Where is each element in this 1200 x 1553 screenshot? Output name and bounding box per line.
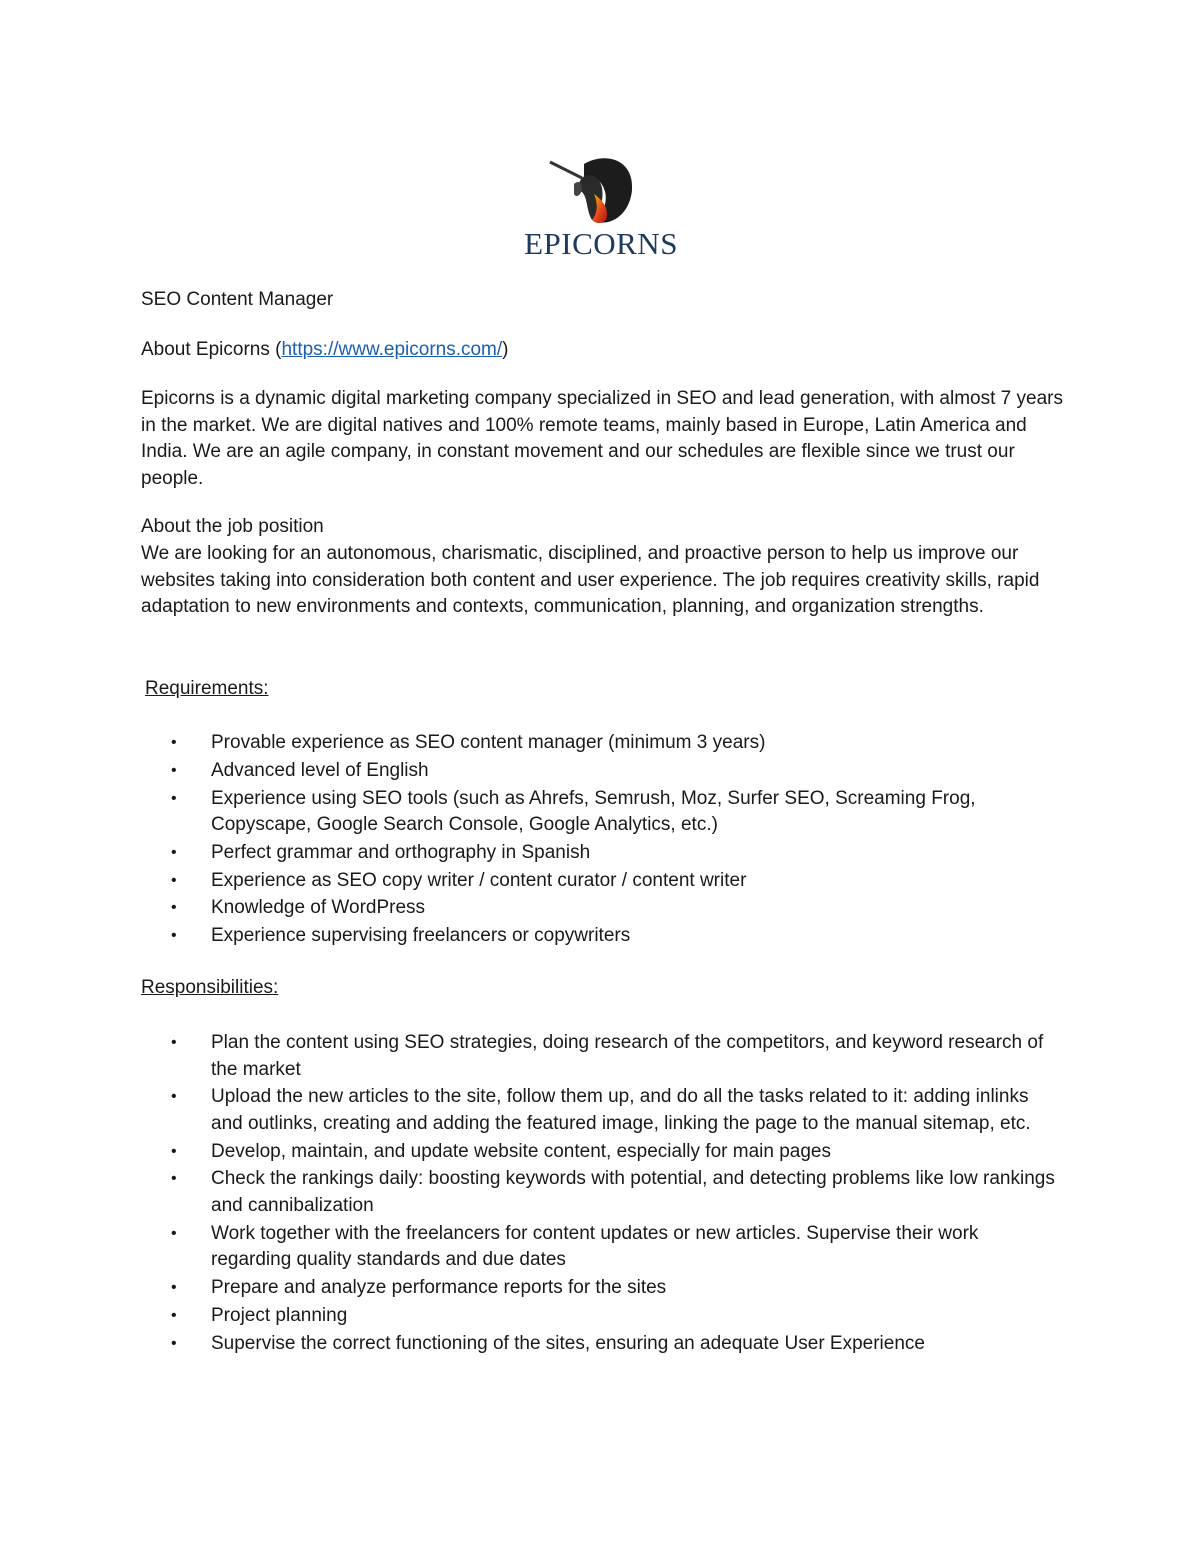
bullet-icon: • xyxy=(171,1142,177,1160)
list-item-text: Project planning xyxy=(211,1304,348,1326)
list-item xyxy=(171,868,1061,895)
list-item xyxy=(171,1275,1061,1302)
responsibilities-heading: Responsibilities: xyxy=(141,977,279,998)
list-item-text: Prepare and analyze performance reports for the sites xyxy=(211,1276,667,1298)
bullet-icon: • xyxy=(171,1034,177,1051)
job-position-paragraph: We are looking for an autonomous, charismatic, disciplined, and proactive person to help us improve our websites taking into consideration both content and user experience. The job requires creativity skills, rapid adaptation to new environments and contexts, communication, planning, and organization strengths. xyxy=(141,543,1040,617)
about-suffix: ) xyxy=(502,339,509,360)
company-website-link[interactable]: https://www.epicorns.com/ xyxy=(281,339,503,360)
list-item xyxy=(171,895,1061,922)
list-item-text: Experience as SEO copy writer / content curator / content writer xyxy=(211,869,747,891)
requirements-heading: Requirements: xyxy=(145,678,269,699)
about-prefix: About Epicorns ( xyxy=(141,339,282,360)
bullet-icon: • xyxy=(171,1334,177,1352)
list-item xyxy=(171,923,1061,950)
list-item-text: Knowledge of WordPress xyxy=(211,897,426,919)
bullet-icon: • xyxy=(171,1306,177,1324)
list-item-text: Plan the content using SEO strategies, doing research of the competitors, and keyword research of the market xyxy=(211,1032,1044,1080)
bullet-icon: • xyxy=(171,899,177,917)
list-item-text: Perfect grammar and orthography in Spanish xyxy=(211,841,591,863)
bullet-icon: • xyxy=(171,1170,177,1188)
company-logo-text: EPICORNS xyxy=(524,226,678,261)
list-item-text: Experience using SEO tools (such as Ahrefs, Semrush, Moz, Surfer SEO, Screaming Frog, Copyscape, Google Search Console, Google Analytics, etc.) xyxy=(211,787,976,836)
company-intro-paragraph: Epicorns is a dynamic digital marketing company specialized in SEO and lead generation, with almost 7 years in the market. We are digital natives and 100% remote teams, mainly based in Europe, Latin America and India. We are an agile company, in constant movement and our schedules are flexible since we trust our people. xyxy=(141,388,1063,489)
about-company-heading xyxy=(141,337,509,364)
list-item-text: Supervise the correct functioning of the sites, ensuring an adequate User Experience xyxy=(211,1332,925,1354)
list-item-text: Work together with the freelancers for content updates or new articles. Supervise their work regarding quality standards and due dates xyxy=(211,1222,979,1271)
list-item-text: Experience supervising freelancers or copywriters xyxy=(211,925,631,947)
list-item xyxy=(171,1139,1061,1166)
list-item-text: Develop, maintain, and update website content, especially for main pages xyxy=(211,1140,831,1162)
requirements-list xyxy=(171,730,1061,951)
list-item xyxy=(171,1331,1061,1358)
page-title: SEO Content Manager xyxy=(141,289,334,310)
list-item xyxy=(171,840,1061,867)
bullet-icon: • xyxy=(171,1088,177,1106)
list-item-text: Provable experience as SEO content manager (minimum 3 years) xyxy=(211,732,766,753)
bullet-icon: • xyxy=(171,843,177,861)
list-item-text: Advanced level of English xyxy=(211,759,429,781)
bullet-icon: • xyxy=(171,734,177,751)
list-item xyxy=(171,1084,1061,1137)
list-item-text: Upload the new articles to the site, follow them up, and do all the tasks related to it: adding inlinks and outlinks, creating and adding the featured image, linking the page to the manual sitemap, etc. xyxy=(211,1086,1031,1134)
bullet-icon: • xyxy=(171,871,177,889)
bullet-icon: • xyxy=(171,789,177,807)
bullet-icon: • xyxy=(171,761,177,779)
list-item xyxy=(171,786,1061,839)
list-item xyxy=(171,1166,1061,1219)
company-logo xyxy=(516,150,686,265)
list-item-text: Check the rankings daily: boosting keywords with potential, and detecting problems like low rankings and cannibalization xyxy=(211,1168,1055,1216)
bullet-icon: • xyxy=(171,927,177,945)
list-item xyxy=(171,758,1061,785)
list-item xyxy=(171,1221,1061,1274)
bullet-icon: • xyxy=(171,1224,177,1242)
unicorn-head-icon xyxy=(544,150,654,230)
responsibilities-list xyxy=(171,1030,1061,1358)
list-item xyxy=(171,730,1061,757)
list-item xyxy=(171,1030,1061,1083)
list-item xyxy=(171,1303,1061,1330)
job-position-heading: About the job position xyxy=(141,516,324,537)
bullet-icon: • xyxy=(171,1278,177,1296)
